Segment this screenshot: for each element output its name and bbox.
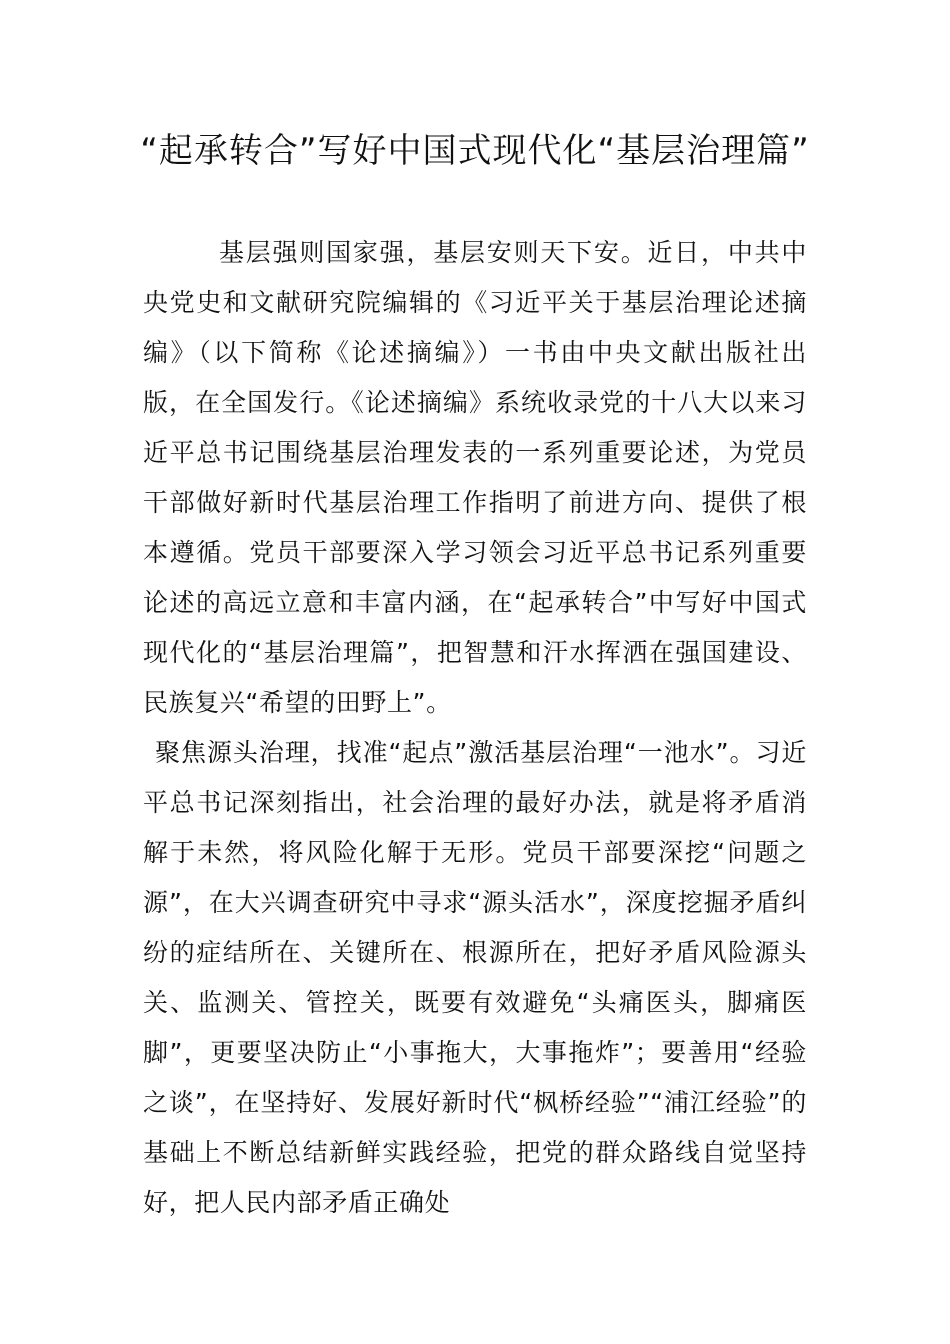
document-title: “起承转合”写好中国式现代化“基层治理篇”: [140, 131, 810, 171]
document-body: [143, 228, 807, 1228]
paragraph-intro: 基层强则国家强，基层安则天下安。近日，中共中央党史和文献研究院编辑的《习近平关于基层治理论述摘编》（以下简称《论述摘编》）一书由中央文献出版社出版，在全国发行。《论述摘编》系统收录党的十八大以来习近平总书记围绕基层治理发表的一系列重要论述，为党员干部做好新时代基层治理工作指明了前进方向、提供了根本遵循。党员干部要深入学习领会习近平总书记系列重要论述的高远立意和丰富内涵，在“起承转合”中写好中国式现代化的“基层治理篇”，把智慧和汗水挥洒在强国建设、民族复兴“希望的田野上”。: [143, 238, 807, 717]
paragraph-source-governance: 聚焦源头治理，找准“起点”激活基层治理“一池水”。习近平总书记深刻指出，社会治理的最好办法，就是将矛盾消解于未然，将风险化解于无形。党员干部要深挖“问题之源”，在大兴调查研究中寻求“源头活水”，深度挖掘矛盾纠纷的症结所在、关键所在、根源所在，把好矛盾风险源头关、监测关、管控关，既要有效避免“头痛医头，脚痛医脚”，更要坚决防止“小事拖大，大事拖炸”；要善用“经验之谈”，在坚持好、发展好新时代“枫桥经验”“浦江经验”的基础上不断总结新鲜实践经验，把党的群众路线自觉坚持好，把人民内部矛盾正确处: [143, 738, 807, 1217]
